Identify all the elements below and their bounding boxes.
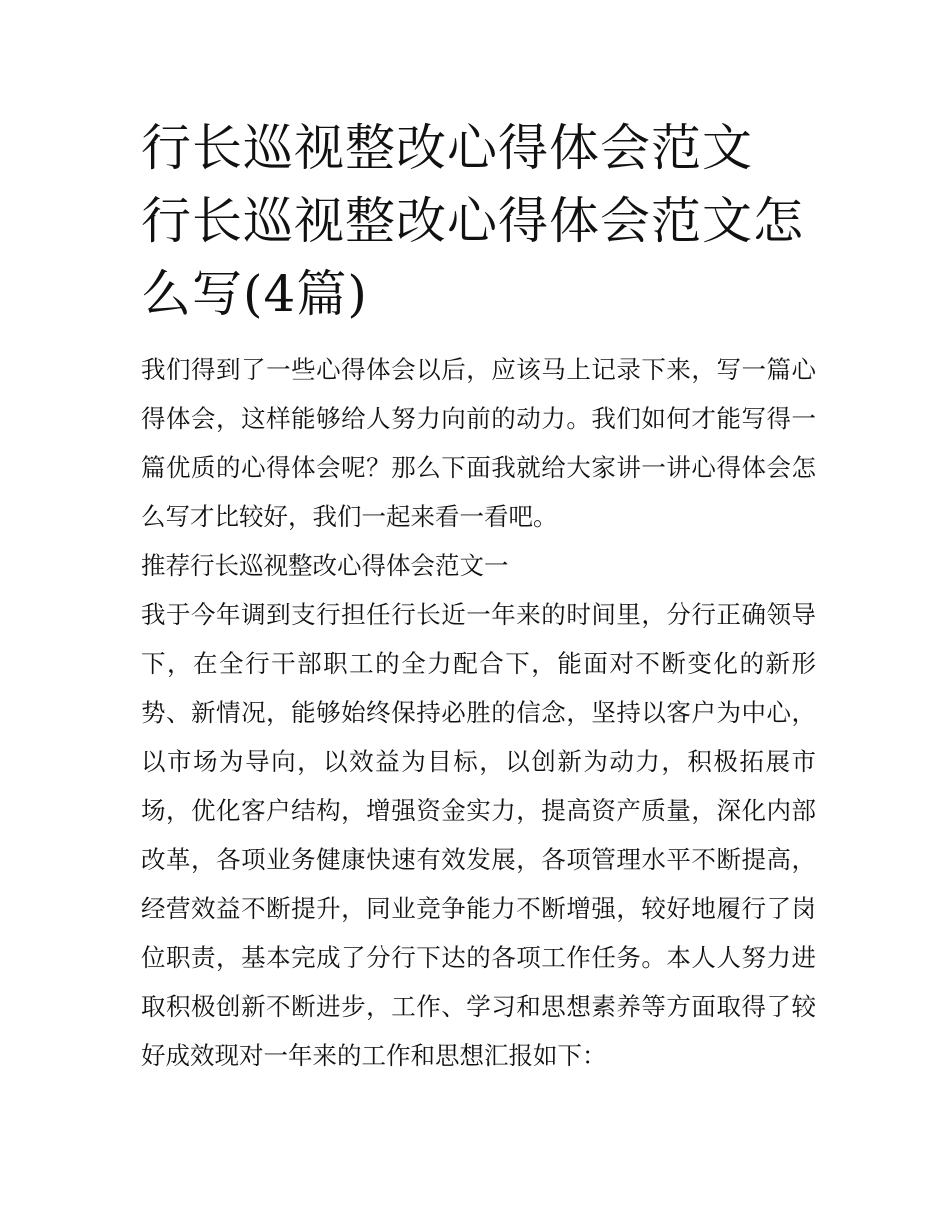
intro-paragraph: 我们得到了一些心得体会以后，应该马上记录下来，写一篇心得体会，这样能够给人努力向前的动力。我们如何才能写得一篇优质的心得体会呢？那么下面我就给大家讲一讲心得体会怎么写才比较好，我们一起来看一看吧。 [141, 355, 816, 531]
body-paragraph: 我于今年调到支行担任行长近一年来的时间里，分行正确领导下，在全行干部职工的全力配合下，能面对不断变化的新形势、新情况，能够始终保持必胜的信念，坚持以客户为中心，以市场为导向，以效益为目标，以创新为动力，积极拓展市场，优化客户结构，增强资金实力，提高资产质量，深化内部改革，各项业务健康快速有效发展，各项管理水平不断提高，经营效益不断提升，同业竞争能力不断增强，较好地履行了岗位职责，基本完成了分行下达的各项工作任务。本人人努力进取积极创新不断进步，工作、学习和思想素养等方面取得了较好成效现对一年来的工作和思想汇报如下： [141, 600, 816, 1070]
section-heading: 推荐行长巡视整改心得体会范文一 [141, 551, 509, 580]
document-content [141, 112, 816, 1080]
document-title: 行长巡视整改心得体会范文 行长巡视整改心得体会范文怎么写(4篇) [141, 119, 804, 323]
